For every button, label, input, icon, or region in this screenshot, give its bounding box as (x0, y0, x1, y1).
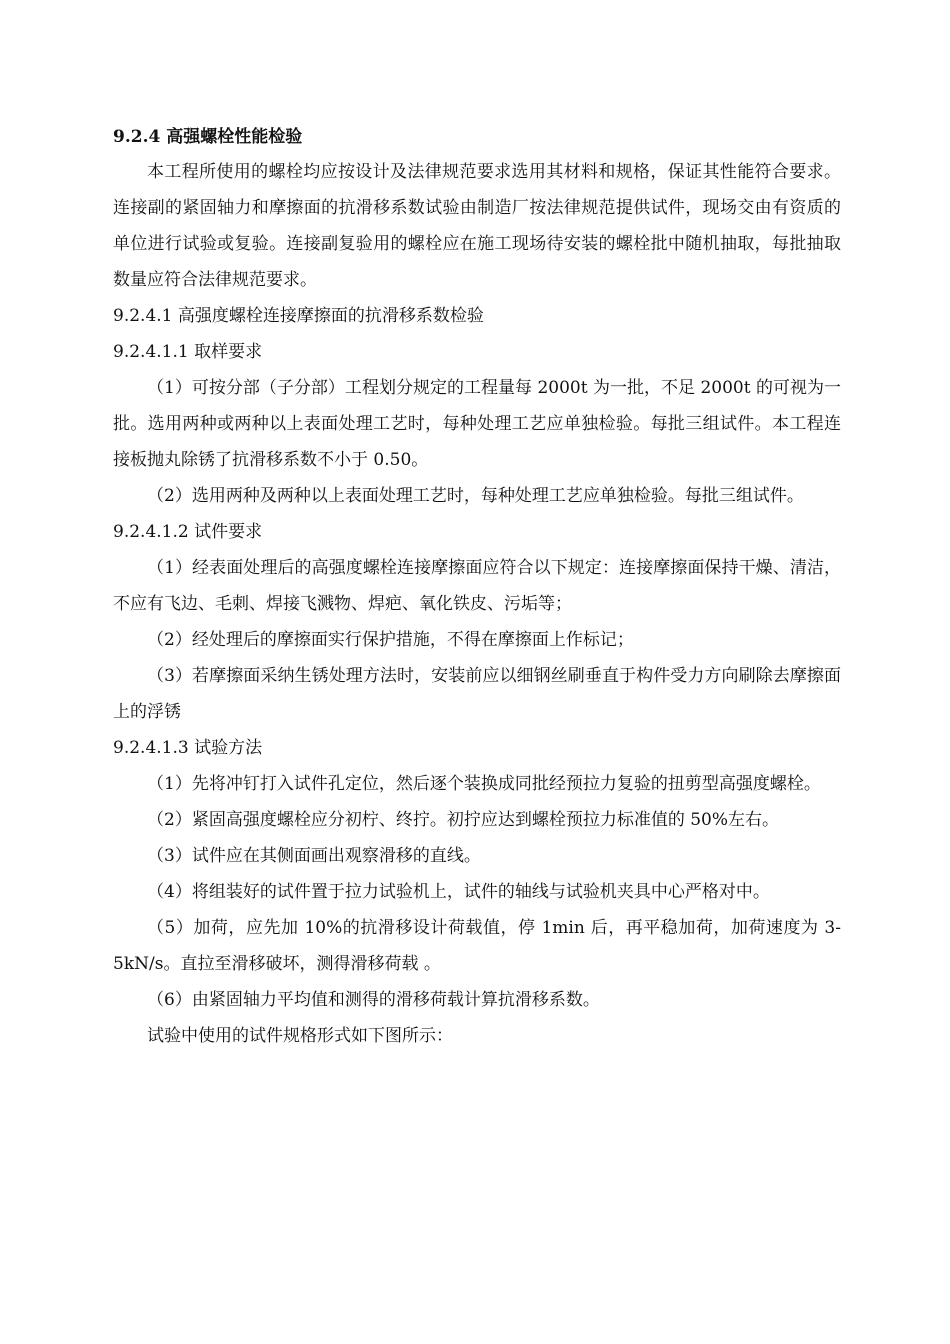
method-item-2: （2）紧固高强度螺栓应分初柠、终拧。初拧应达到螺栓预拉力标准值的 50%左右。 (147, 810, 780, 830)
specimen-item-1: （1）经表面处理后的高强度螺栓连接摩擦面应符合以下规定：连接摩擦面保持干燥、清洁，不应有飞边、毛刺、焊接飞溅物、焊疤、氧化铁皮、污垢等； (113, 558, 841, 614)
specimen-item-3: （3）若摩擦面采纳生锈处理方法时，安装前应以细钢丝刷垂直于构件受力方向刷除去摩擦面上的浮锈 (113, 666, 841, 722)
sampling-item-2: （2）选用两种及两种以上表面处理工艺时，每种处理工艺应单独检验。每批三组试件。 (147, 486, 804, 506)
intro-paragraph: 本工程所使用的螺栓均应按设计及法律规范要求选用其材料和规格，保证其性能符合要求。连接副的紧固轴力和摩擦面的抗滑移系数试验由制造厂按法律规范提供试件，现场交由有资质的单位进行试验或复验。连接副复验用的螺栓应在施工现场待安装的螺栓批中随机抽取，每批抽取数量应符合法律规范要求。 (113, 162, 841, 290)
subsection-heading-method: 9.2.4.1.3 试验方法 (113, 738, 263, 758)
section-heading: 9.2.4 高强螺栓性能检验 (113, 127, 303, 147)
closing-paragraph: 试验中使用的试件规格形式如下图所示： (147, 1026, 453, 1046)
method-item-1: （1）先将冲钉打入试件孔定位，然后逐个装换成同批经预拉力复验的扭剪型高强度螺栓。 (147, 774, 821, 794)
method-item-4: （4）将组装好的试件置于拉力试验机上，试件的轴线与试验机夹具中心严格对中。 (147, 882, 770, 902)
specimen-item-2: （2）经处理后的摩擦面实行保护措施，不得在摩擦面上作标记； (147, 630, 634, 650)
document-body (113, 120, 841, 1054)
method-item-6: （6）由紧固轴力平均值和测得的滑移荷载计算抗滑移系数。 (147, 990, 600, 1010)
subsection-heading-friction: 9.2.4.1 高强度螺栓连接摩擦面的抗滑移系数检验 (113, 306, 484, 326)
method-item-5: （5）加荷，应先加 10%的抗滑移设计荷载值，停 1min 后，再平稳加荷，加荷速度为 3-5kN/s。直拉至滑移破坏，测得滑移荷载 。 (113, 918, 841, 974)
sampling-item-1: （1）可按分部（子分部）工程划分规定的工程量每 2000t 为一批，不足 2000t 的可视为一批。选用两种或两种以上表面处理工艺时，每种处理工艺应单独检验。每批三组试件。本工程连接板抛丸除锈了抗滑移系数不小于 0.50。 (113, 378, 841, 470)
subsection-heading-sampling: 9.2.4.1.1 取样要求 (113, 342, 263, 362)
subsection-heading-specimen: 9.2.4.1.2 试件要求 (113, 522, 263, 542)
method-item-3: （3）试件应在其侧面画出观察滑移的直线。 (147, 846, 481, 866)
